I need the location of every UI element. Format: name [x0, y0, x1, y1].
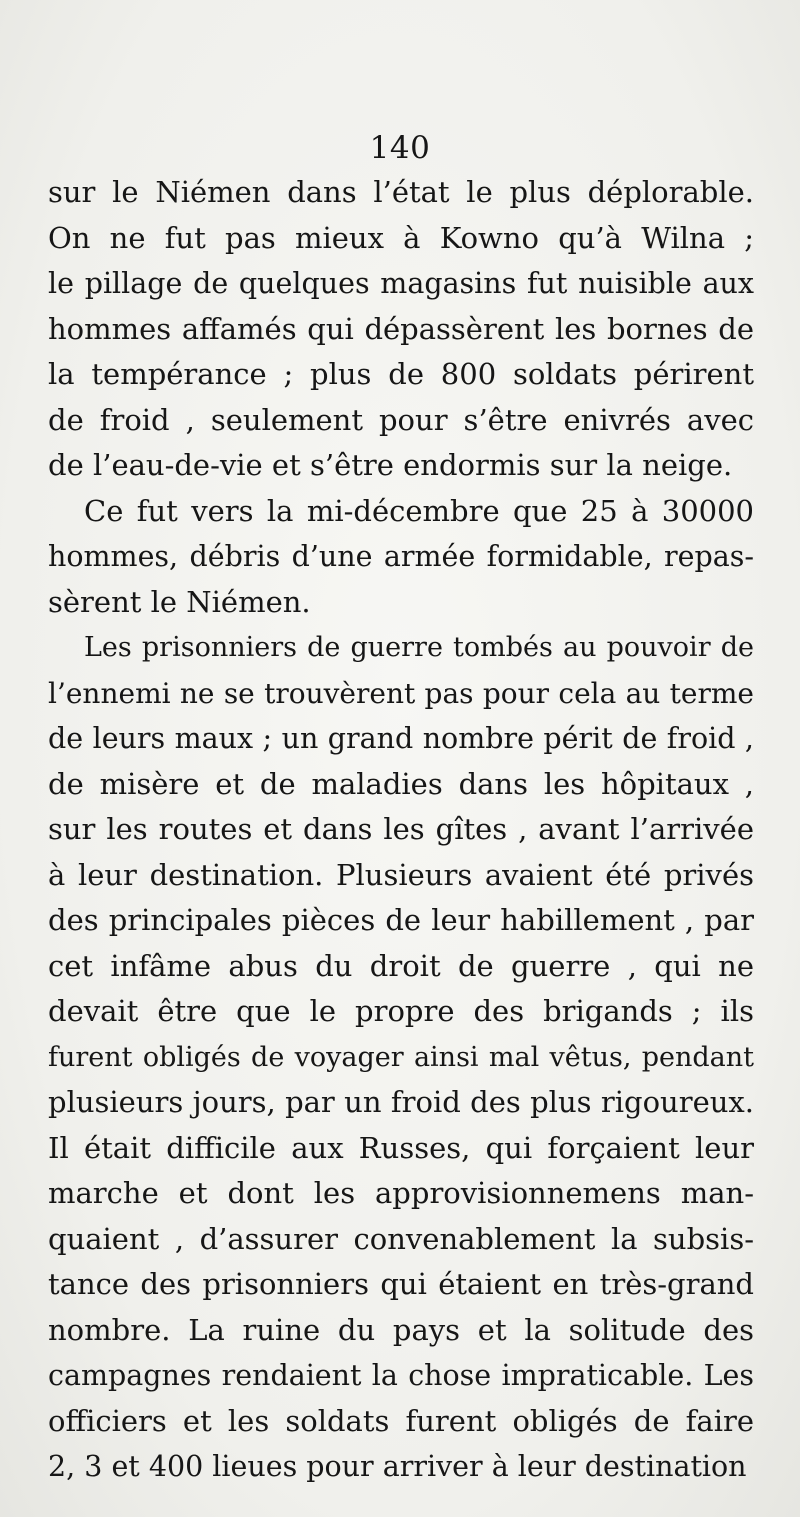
text-line: quaient , d’assurer convenablement la subsis-: [48, 1221, 754, 1256]
text-line: cet infâme abus du droit de guerre , qui ne: [48, 948, 754, 983]
text-line: Ce fut vers la mi-décembre que 25 à 30000: [84, 493, 754, 528]
text-line: 2, 3 et 400 lieues pour arriver à leur destination: [48, 1450, 747, 1483]
text-line: furent obligés de voyager ainsi mal vêtus, pendant: [48, 1041, 754, 1073]
text-line: l’ennemi ne se trouvèrent pas pour cela au terme: [48, 676, 754, 710]
paragraph: [48, 489, 754, 626]
text-line: marche et dont les approvisionnemens man-: [48, 1176, 754, 1210]
text-line: sur les routes et dans les gîtes , avant l’arrivée: [48, 812, 754, 846]
text-line: de misère et de maladies dans les hôpitaux ,: [48, 766, 754, 801]
text-line: plusieurs jours, par un froid des plus rigoureux.: [48, 1085, 754, 1119]
text-line: tance des prisonniers qui étaient en très-grand: [48, 1267, 754, 1301]
text-line: devait être que le propre des brigands ; ils: [48, 994, 754, 1028]
text-line: des principales pièces de leur habillement , par: [48, 903, 754, 937]
page-number: 140: [369, 130, 431, 166]
text-line: officiers et les soldats furent obligés de faire: [48, 1403, 754, 1438]
text-line: nombre. La ruine du pays et la solitude des: [48, 1312, 754, 1347]
text-line: On ne fut pas mieux à Kowno qu’à Wilna ;: [48, 220, 754, 255]
text-line: hommes affamés qui dépassèrent les bornes de: [48, 311, 754, 346]
text-line: à leur destination. Plusieurs avaient été privés: [48, 857, 754, 892]
text-line: de froid , seulement pour s’être enivrés avec: [48, 402, 754, 437]
text-line: Les prisonniers de guerre tombés au pouvoir de: [84, 632, 754, 663]
paragraph: [48, 625, 754, 1490]
text-line: de leurs maux ; un grand nombre périt de froid ,: [48, 722, 754, 755]
text-line: campagnes rendaient la chose impraticable. Les: [48, 1359, 754, 1392]
text-line: sèrent le Niémen.: [48, 584, 311, 619]
text-line: hommes, débris d’une armée formidable, repas-: [48, 540, 754, 573]
text-line: de l’eau-de-vie et s’être endormis sur la neige.: [48, 448, 733, 482]
text-line: le pillage de quelques magasins fut nuisible aux: [48, 267, 754, 300]
text-line: sur le Niémen dans l’état le plus déplorable.: [48, 175, 754, 209]
text-line: la tempérance ; plus de 800 soldats périrent: [48, 357, 754, 391]
paragraph: [48, 170, 754, 489]
text-line: Il était difficile aux Russes, qui forçaient leur: [48, 1130, 754, 1165]
body-text: [48, 170, 754, 1490]
